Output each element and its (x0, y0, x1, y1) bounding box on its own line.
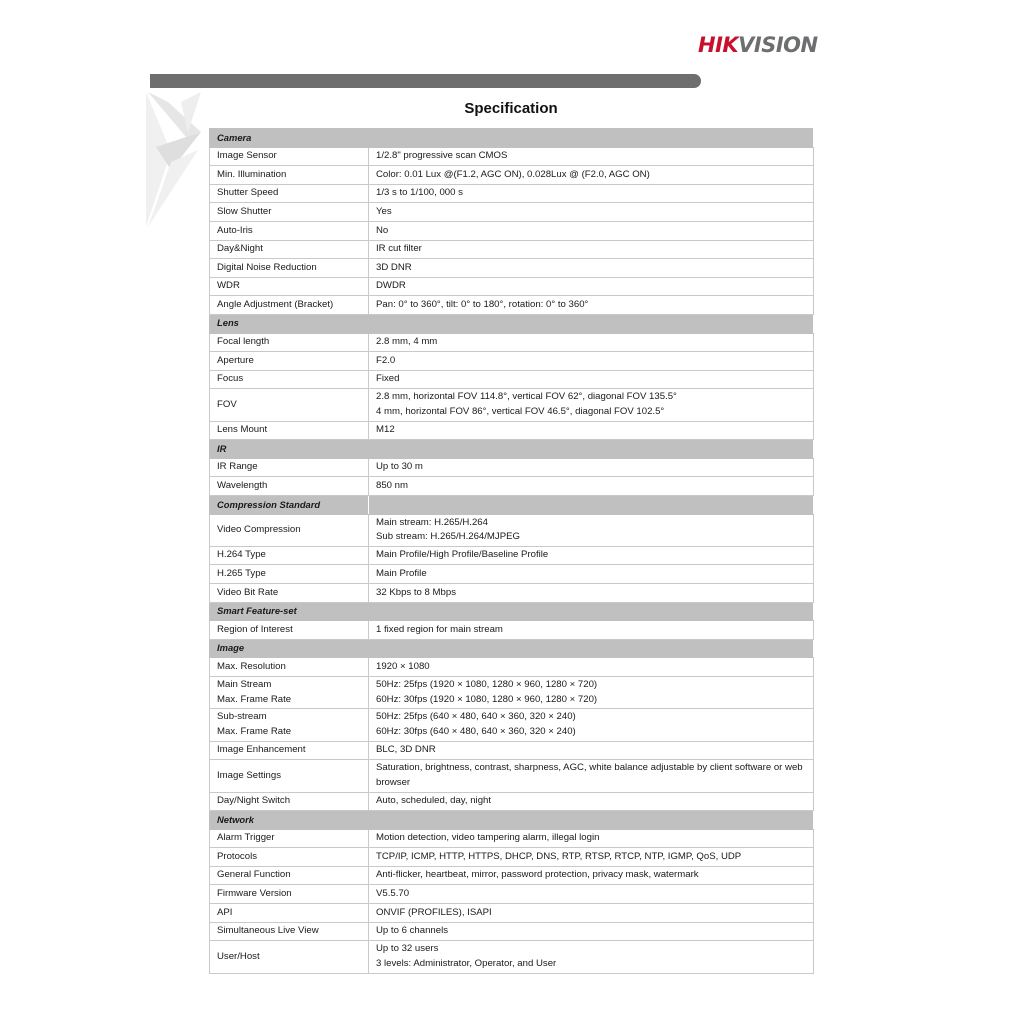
spec-key-line: Video Bit Rate (217, 586, 279, 598)
spec-key (210, 221, 369, 240)
spec-key-line: Auto-Iris (217, 224, 253, 236)
spec-value (369, 352, 814, 371)
spec-value-line: Color: 0.01 Lux @(F1.2, AGC ON), 0.028Lux @ (F2.0, AGC ON) (376, 168, 650, 180)
section-title: Lens (210, 314, 369, 333)
spec-value-line: 1/3 s to 1/100, 000 s (376, 187, 463, 199)
spec-row (210, 184, 814, 203)
spec-key (210, 259, 369, 278)
spec-value-line: DWDR (376, 280, 406, 292)
spec-value (369, 709, 814, 741)
spec-value-line: V5.5.70 (376, 888, 410, 900)
spec-row (210, 352, 814, 371)
spec-key-line: IR Range (217, 461, 258, 473)
spec-key (210, 147, 369, 166)
spec-key (210, 477, 369, 496)
spec-row (210, 565, 814, 584)
section-header-filler (369, 495, 814, 514)
spec-value-line: 60Hz: 30fps (1920 × 1080, 1280 × 960, 1280 × 720) (376, 693, 598, 705)
section-header (210, 602, 814, 621)
spec-key (210, 760, 369, 792)
spec-value-line: Sub stream: H.265/H.264/MJPEG (376, 531, 520, 543)
spec-row (210, 709, 814, 741)
spec-key-line: Day/Night Switch (217, 795, 291, 807)
spec-value-line: 60Hz: 30fps (640 × 480, 640 × 360, 320 × 240) (376, 725, 576, 737)
spec-key-line: WDR (217, 280, 240, 292)
watermark-shape-icon (146, 92, 206, 227)
spec-value (369, 477, 814, 496)
hikvision-logo (698, 33, 818, 57)
spec-row (210, 677, 814, 709)
spec-key (210, 741, 369, 760)
spec-value-line: 2.8 mm, horizontal FOV 114.8°, vertical FOV 62°, diagonal FOV 135.5° (376, 391, 677, 403)
spec-row (210, 546, 814, 565)
spec-row (210, 147, 814, 166)
spec-value-line: Up to 30 m (376, 461, 423, 473)
spec-key (210, 203, 369, 222)
spec-key-line: Max. Frame Rate (217, 725, 292, 737)
spec-value (369, 885, 814, 904)
spec-value (369, 565, 814, 584)
spec-value-line: TCP/IP, ICMP, HTTP, HTTPS, DHCP, DNS, RTP, RTSP, RTCP, NTP, IGMP, QoS, UDP (376, 850, 742, 862)
spec-value (369, 333, 814, 352)
spec-key-line: Alarm Trigger (217, 832, 275, 844)
spec-value (369, 184, 814, 203)
spec-value-line: 50Hz: 25fps (1920 × 1080, 1280 × 960, 1280 × 720) (376, 679, 598, 691)
spec-value-line: 1/2.8" progressive scan CMOS (376, 150, 508, 162)
spec-key (210, 565, 369, 584)
spec-value-line: Main stream: H.265/H.264 (376, 516, 488, 528)
spec-key-line: Image Sensor (217, 150, 277, 162)
spec-value (369, 296, 814, 315)
spec-row (210, 259, 814, 278)
spec-value-line: M12 (376, 424, 395, 436)
spec-value (369, 166, 814, 185)
section-title: Smart Feature-set (210, 602, 369, 621)
spec-key-line: Max. Resolution (217, 660, 286, 672)
spec-table (209, 128, 814, 974)
spec-key-line: Image Settings (217, 769, 281, 781)
spec-key-line: Simultaneous Live View (217, 925, 319, 937)
spec-row (210, 904, 814, 923)
spec-key-line: Main Stream (217, 679, 272, 691)
spec-value (369, 741, 814, 760)
spec-value (369, 848, 814, 867)
spec-key (210, 709, 369, 741)
spec-key-line: User/Host (217, 950, 260, 962)
spec-key (210, 941, 369, 973)
spec-value-line: Up to 32 users (376, 943, 439, 955)
spec-key (210, 240, 369, 259)
spec-key-line: Firmware Version (217, 888, 292, 900)
spec-value-line: Motion detection, video tampering alarm, illegal login (376, 832, 600, 844)
spec-row (210, 370, 814, 389)
spec-value-line: Main Profile/High Profile/Baseline Profile (376, 549, 549, 561)
spec-value (369, 221, 814, 240)
spec-key (210, 829, 369, 848)
spec-value-line: 4 mm, horizontal FOV 86°, vertical FOV 46.5°, diagonal FOV 102.5° (376, 405, 665, 417)
spec-value-line: Fixed (376, 373, 400, 385)
spec-value (369, 866, 814, 885)
spec-row (210, 296, 814, 315)
section-header (210, 495, 814, 514)
section-header-filler (369, 602, 814, 621)
section-header-filler (369, 440, 814, 459)
spec-key-line: Min. Illumination (217, 168, 287, 180)
spec-row (210, 941, 814, 973)
spec-value (369, 792, 814, 811)
spec-key-line: General Function (217, 869, 291, 881)
spec-key (210, 584, 369, 603)
spec-key (210, 904, 369, 923)
section-header (210, 129, 814, 148)
spec-value-line: 2.8 mm, 4 mm (376, 336, 438, 348)
section-title: Compression Standard (210, 495, 369, 514)
spec-value-line: 850 nm (376, 479, 408, 491)
spec-value (369, 941, 814, 973)
spec-key (210, 621, 369, 640)
spec-row (210, 792, 814, 811)
spec-key-line: API (217, 906, 233, 918)
spec-key-line: Lens Mount (217, 424, 268, 436)
section-header-filler (369, 314, 814, 333)
spec-key (210, 677, 369, 709)
spec-key-line: Aperture (217, 354, 254, 366)
spec-value (369, 922, 814, 941)
spec-value (369, 514, 814, 546)
spec-row (210, 885, 814, 904)
spec-row (210, 333, 814, 352)
spec-value-line: 3D DNR (376, 261, 412, 273)
section-title: Image (210, 639, 369, 658)
spec-value (369, 658, 814, 677)
spec-value (369, 904, 814, 923)
spec-key (210, 166, 369, 185)
spec-key (210, 658, 369, 677)
spec-value (369, 584, 814, 603)
spec-key (210, 514, 369, 546)
spec-value (369, 370, 814, 389)
spec-value (369, 546, 814, 565)
spec-value (369, 458, 814, 477)
spec-row (210, 741, 814, 760)
spec-value (369, 277, 814, 296)
spec-value (369, 203, 814, 222)
header-bar (150, 74, 701, 88)
section-header-filler (369, 639, 814, 658)
spec-key-line: Protocols (217, 850, 257, 862)
spec-row (210, 658, 814, 677)
spec-row (210, 477, 814, 496)
section-header (210, 314, 814, 333)
spec-key (210, 885, 369, 904)
spec-row (210, 621, 814, 640)
spec-key (210, 922, 369, 941)
spec-row (210, 166, 814, 185)
section-header (210, 811, 814, 830)
spec-row (210, 389, 814, 421)
spec-row (210, 760, 814, 792)
spec-key (210, 421, 369, 440)
spec-key-line: H.264 Type (217, 549, 266, 561)
spec-value (369, 147, 814, 166)
spec-key (210, 370, 369, 389)
spec-row (210, 203, 814, 222)
spec-row (210, 240, 814, 259)
spec-value (369, 240, 814, 259)
spec-value (369, 389, 814, 421)
spec-value (369, 621, 814, 640)
spec-row (210, 458, 814, 477)
spec-value (369, 829, 814, 848)
spec-value-line: 1 fixed region for main stream (376, 623, 503, 635)
section-header-filler (369, 811, 814, 830)
spec-row (210, 514, 814, 546)
spec-row (210, 848, 814, 867)
spec-key-line: Image Enhancement (217, 744, 306, 756)
section-title: Camera (210, 129, 369, 148)
spec-key (210, 848, 369, 867)
spec-key (210, 458, 369, 477)
spec-value-line: ONVIF (PROFILES), ISAPI (376, 906, 492, 918)
spec-key (210, 792, 369, 811)
spec-value-line: Saturation, brightness, contrast, sharpness, AGC, white balance adjustable by client software or web browser (376, 762, 803, 788)
spec-key-line: Max. Frame Rate (217, 693, 292, 705)
spec-value-line: Main Profile (376, 568, 427, 580)
spec-row (210, 866, 814, 885)
spec-key-line: Angle Adjustment (Bracket) (217, 298, 334, 310)
spec-key-line: Day&Night (217, 243, 263, 255)
spec-row (210, 221, 814, 240)
spec-key (210, 184, 369, 203)
logo-vision: VISION (738, 33, 818, 57)
spec-key (210, 389, 369, 421)
spec-key-line: Shutter Speed (217, 187, 279, 199)
spec-key-line: Focal length (217, 336, 270, 348)
spec-key (210, 866, 369, 885)
spec-value (369, 677, 814, 709)
section-title: Network (210, 811, 369, 830)
section-header-filler (369, 129, 814, 148)
spec-value-line: 50Hz: 25fps (640 × 480, 640 × 360, 320 × 240) (376, 711, 576, 723)
spec-key-line: Video Compression (217, 523, 301, 535)
spec-row (210, 829, 814, 848)
spec-row (210, 421, 814, 440)
spec-value (369, 760, 814, 792)
spec-key (210, 296, 369, 315)
section-title: IR (210, 440, 369, 459)
spec-row (210, 922, 814, 941)
spec-key-line: Sub-stream (217, 711, 267, 723)
spec-value-line: 32 Kbps to 8 Mbps (376, 586, 456, 598)
spec-value-line: Yes (376, 205, 392, 217)
spec-key-line: Focus (217, 373, 244, 385)
spec-key-line: Digital Noise Reduction (217, 261, 317, 273)
spec-key-line: Wavelength (217, 479, 268, 491)
logo-hik: HIK (698, 33, 739, 57)
spec-value (369, 259, 814, 278)
spec-key (210, 352, 369, 371)
spec-row (210, 584, 814, 603)
spec-value-line: No (376, 224, 389, 236)
spec-value-line: Anti-flicker, heartbeat, mirror, password protection, privacy mask, watermark (376, 869, 699, 881)
spec-value-line: BLC, 3D DNR (376, 744, 436, 756)
spec-key (210, 333, 369, 352)
section-header (210, 440, 814, 459)
spec-row (210, 277, 814, 296)
spec-value-line: F2.0 (376, 354, 396, 366)
spec-value-line: Auto, scheduled, day, night (376, 795, 492, 807)
spec-value-line: IR cut filter (376, 243, 422, 255)
spec-value-line: Pan: 0° to 360°, tilt: 0° to 180°, rotation: 0° to 360° (376, 298, 589, 310)
spec-key (210, 546, 369, 565)
page-title: Specification (464, 100, 558, 117)
spec-value (369, 421, 814, 440)
spec-key-line: Region of Interest (217, 623, 293, 635)
spec-key-line: H.265 Type (217, 568, 266, 580)
section-header (210, 639, 814, 658)
spec-key (210, 277, 369, 296)
spec-value-line: Up to 6 channels (376, 925, 448, 937)
spec-value-line: 3 levels: Administrator, Operator, and User (376, 957, 557, 969)
spec-key-line: Slow Shutter (217, 205, 272, 217)
spec-value-line: 1920 × 1080 (376, 660, 430, 672)
spec-key-line: FOV (217, 398, 237, 410)
